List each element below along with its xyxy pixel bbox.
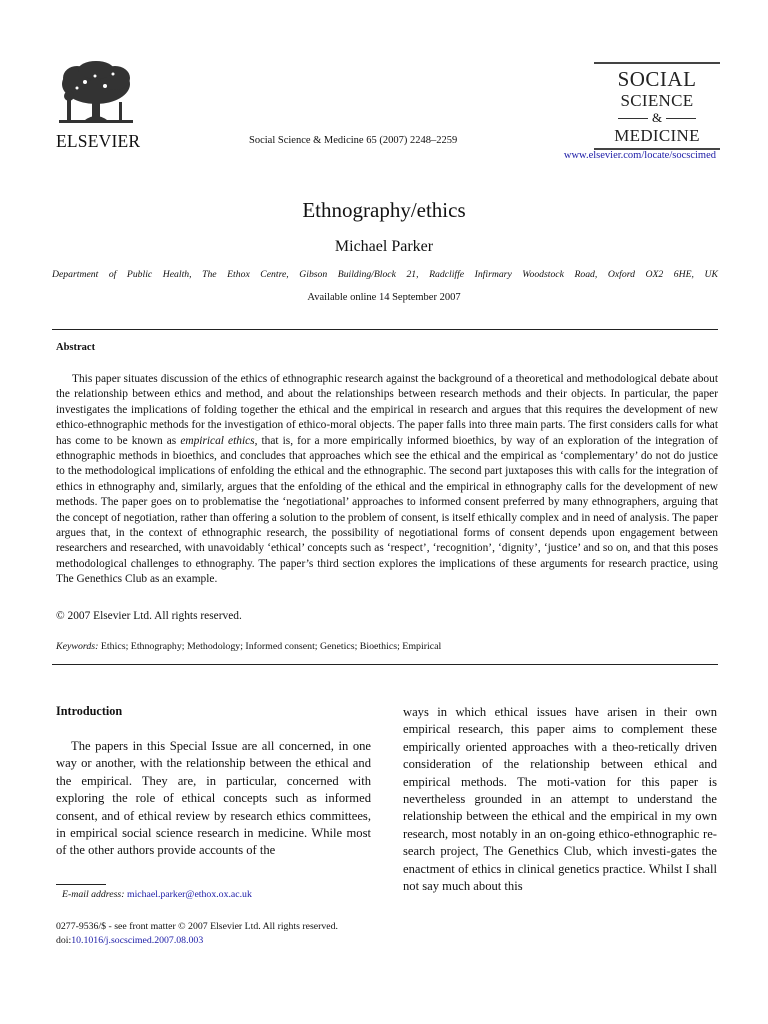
doi-label: doi: (56, 935, 72, 946)
doi-link[interactable]: 10.1016/j.socscimed.2007.08.003 (71, 935, 204, 946)
journal-logo (594, 62, 720, 150)
article-title: Ethnography/ethics (302, 198, 466, 222)
publisher-name: ELSEVIER (56, 131, 141, 151)
body-left-column (56, 738, 371, 860)
logo-ampersand: & (651, 110, 663, 125)
logo-line-medicine: MEDICINE (614, 126, 700, 145)
abstract-heading: Abstract (56, 342, 96, 353)
footnote-rule (56, 884, 106, 885)
journal-url-link[interactable]: www.elsevier.com/locate/socscimed (563, 150, 716, 161)
available-online-date: Available online 14 September 2007 (307, 292, 461, 303)
keywords (56, 641, 441, 652)
divider-top (52, 329, 718, 330)
divider-bottom (52, 664, 718, 665)
journal-citation: Social Science & Medicine 65 (2007) 2248–2259 (249, 135, 458, 146)
logo-ampersand-row (594, 110, 720, 126)
introduction-heading: Introduction (56, 704, 123, 718)
doi-line (56, 935, 203, 946)
author-affiliation: Department of Public Health, The Ethox Centre, Gibson Building/Block 21, Radcliffe Infirmary Woodstock Road, Oxford OX2 6HE, UK (52, 269, 718, 280)
body-right-column (403, 704, 717, 895)
footnote (62, 889, 252, 900)
keywords-value: Ethics; Ethnography; Methodology; Informed consent; Genetics; Bioethics; Empirical (100, 641, 442, 652)
footnote-label: E-mail address: (62, 889, 125, 900)
logo-line-social: SOCIAL (617, 67, 697, 91)
abstract-text-part1: This paper situates discussion of the ethics of ethnographic research against the background of a theoretical and methodological debate about the relationship between ethics and method, and about the relationships between research methods and their objects. In particular, the paper investigates the implications of folding together the ethical and the empirical in research and argues that this requires the development of new ethico-ethnographic methods for the investigation of ethico-moral objects. The paper falls into three main parts. The first considers calls for what has come to be known as (56, 373, 718, 447)
body-paragraph-left: The papers in this Special Issue are all concerned, in one way or another, with the relationship between the ethical and the empirical. They are, in particular, concerned with exploring the role of ethical concepts such as informed consent, and of ethical review by research ethics committees, in empirical social science research in medicine. While most of the other authors provide accounts of the (56, 739, 371, 858)
author-email-link[interactable]: michael.parker@ethox.ox.ac.uk (126, 889, 252, 900)
keywords-label: Keywords: (56, 641, 99, 652)
abstract-copyright: © 2007 Elsevier Ltd. All rights reserved. (56, 610, 242, 622)
abstract-text-part2: , that is, for a more empirically informed bioethics, by way of an exploration of the integration of ethnographic methods in bioethics, and concludes that approaches which see the ethical and the empirical as ‘complementary’ do not do justice to the methodological implications of enfolding the ethical and the ethnographic. The second part juxtaposes this with calls for the integration of ethics in ethnography and, similarly, argues that the enfolding of the ethical and the empirical in ethnography calls for the development of new methods. The paper goes on to problematise the ‘negotiational’ approaches to informed consent preferred by many ethnographers, arguing that the concept of negotiation, rather than offering a solution to the problem of consent, is itself ethically complex and in need of analysis. The paper argues that, in the context of ethnographic research, the possibility of negotiational forms of consent depends upon engagement between researchers and researched, with unavoidably ‘ethical’ concepts such as ‘respect’, ‘recognition’, ‘dignity’, ‘justice’ and so on, and that this poses methodological challenges to ethnography. The paper’s third section explores the implications of these arguments for research practice, using The Genethics Club as an example. (56, 434, 718, 586)
author-name: Michael Parker (334, 238, 434, 255)
abstract-emphasis: empirical ethics (180, 434, 255, 447)
body-paragraph-right: ways in which ethical issues have arisen in their own empirical research, this paper aims to complement these empirically oriented approaches with a theo-retically driven consideration of the relationship between ethical and empirical methods. The moti-vation for this paper is nevertheless grounded in an attempt to understand the relationship between the ethical and the empirical in my own research, most notably in an on-going ethico-ethnographic re-search project, The Genethics Club, which investi-gates the enactment of ethics in clinical genetics practice. Whilst I shall not say much about this (403, 705, 717, 894)
logo-rule (594, 62, 720, 64)
logo-line-science: SCIENCE (620, 91, 694, 110)
abstract-body (56, 372, 718, 588)
front-matter: 0277-9536/$ - see front matter © 2007 Elsevier Ltd. All rights reserved. (56, 921, 338, 932)
elsevier-tree-logo (55, 60, 137, 128)
